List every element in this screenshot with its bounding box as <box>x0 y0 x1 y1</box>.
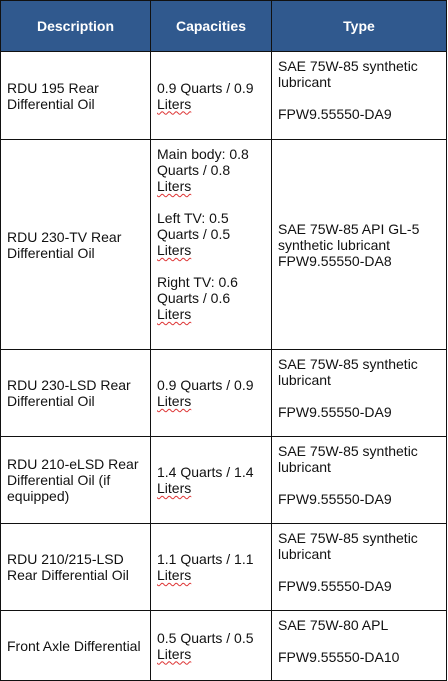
capacity-text: Left TV: 0.5 Quarts / 0.5 <box>157 210 231 242</box>
capacity-unit: Liters <box>157 645 192 662</box>
table-row <box>1 611 447 681</box>
capacity-unit: Liters <box>157 393 192 409</box>
table-row <box>1 350 447 437</box>
table-row <box>1 140 447 350</box>
type-cell <box>272 350 447 437</box>
capacity-unit: Liters <box>157 306 192 322</box>
part-number: FPW9.55550-DA9 <box>278 106 392 122</box>
part-number: FPW9.55550-DA8 <box>278 252 392 269</box>
column-header-description: Description <box>1 1 151 52</box>
capacity-unit: Liters <box>157 567 192 583</box>
description-cell: RDU 230-TV Rear Differential Oil <box>1 140 151 350</box>
part-number: FPW9.55550-DA10 <box>278 649 400 665</box>
type-spec: SAE 75W-85 synthetic lubricant <box>278 58 418 90</box>
capacity-text: 1.1 Quarts / 1.1 <box>157 551 254 567</box>
part-number: FPW9.55550-DA9 <box>278 404 392 420</box>
capacity-unit: Liters <box>157 178 192 194</box>
capacity-cell <box>151 524 272 611</box>
column-header-capacities: Capacities <box>151 1 272 52</box>
part-number: FPW9.55550-DA9 <box>278 491 392 507</box>
header-row <box>1 1 447 52</box>
description-cell: RDU 210/215-LSD Rear Differential Oil <box>1 524 151 611</box>
capacity-unit: Liters <box>157 480 192 496</box>
capacity-cell <box>151 350 272 437</box>
type-spacer <box>278 90 446 106</box>
type-spacer <box>278 562 446 578</box>
capacity-unit: Liters <box>157 95 192 112</box>
description-cell: RDU 230-LSD Rear Differential Oil <box>1 350 151 437</box>
description-cell: RDU 210-eLSD Rear Differential Oil (if equipped) <box>1 437 151 524</box>
capacity-cell <box>151 611 272 681</box>
table-row <box>1 437 447 524</box>
type-cell <box>272 140 447 350</box>
type-cell <box>272 437 447 524</box>
capacity-spacer <box>157 258 271 274</box>
description-cell: Front Axle Differential <box>1 611 151 681</box>
part-number: FPW9.55550-DA9 <box>278 578 392 594</box>
capacity-text: Right TV: 0.6 Quarts / 0.6 <box>157 274 238 306</box>
type-spacer <box>278 633 446 649</box>
type-cell <box>272 524 447 611</box>
capacity-unit: Liters <box>157 242 192 258</box>
type-spec: SAE 75W-85 API GL-5 synthetic lubricant <box>278 220 420 253</box>
capacity-text: 0.5 Quarts / 0.5 <box>157 629 254 646</box>
capacity-cell <box>151 140 272 350</box>
table-row <box>1 52 447 140</box>
type-spec: SAE 75W-85 synthetic lubricant <box>278 443 418 475</box>
type-spacer <box>278 388 446 404</box>
type-spacer <box>278 475 446 491</box>
capacity-cell <box>151 437 272 524</box>
capacity-text: 0.9 Quarts / 0.9 <box>157 79 254 96</box>
type-spec: SAE 75W-85 synthetic lubricant <box>278 530 418 562</box>
description-cell: RDU 195 Rear Differential Oil <box>1 52 151 140</box>
type-cell <box>272 611 447 681</box>
column-header-type: Type <box>272 1 447 52</box>
table-row <box>1 524 447 611</box>
capacity-spacer <box>157 194 271 210</box>
capacity-text: 1.4 Quarts / 1.4 <box>157 464 254 480</box>
capacity-text: 0.9 Quarts / 0.9 <box>157 377 254 393</box>
capacity-text: Main body: 0.8 Quarts / 0.8 <box>157 146 249 178</box>
type-spec: SAE 75W-85 synthetic lubricant <box>278 356 418 388</box>
type-cell <box>272 52 447 140</box>
type-spec: SAE 75W-80 APL <box>278 617 389 633</box>
capacity-cell <box>151 52 272 140</box>
